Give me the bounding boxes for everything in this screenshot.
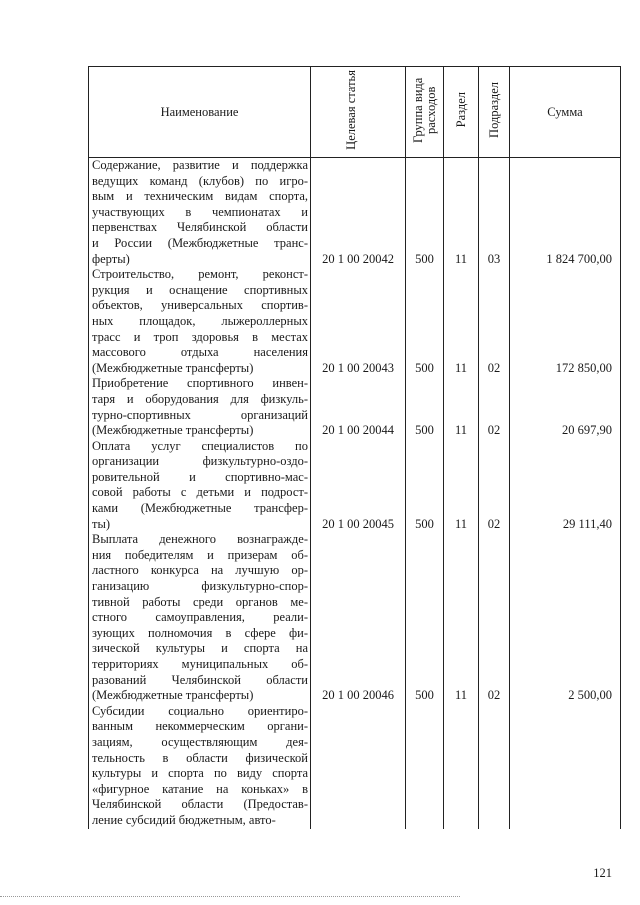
row-target-article: [311, 704, 406, 829]
name-line: тивной работы среди органов ме-: [92, 594, 308, 609]
table-row: [89, 532, 621, 704]
name-line: ферты): [92, 251, 130, 266]
page-number: 121: [593, 866, 612, 880]
name-line: (Межбюджетные трансферты): [92, 423, 254, 438]
row-target-article: 20 1 00 20046: [311, 532, 406, 704]
row-expense-group: [406, 704, 444, 829]
name-line: (Межбюджетные трансферты): [92, 360, 254, 375]
name-line: Субсидии социально ориентиро-: [92, 703, 308, 718]
name-line: Оплата услуг специалистов по: [92, 438, 308, 453]
name-line: совой работы с детьми и подрост-: [92, 485, 308, 500]
name-line: ление субсидий бюджетным, авто-: [92, 812, 276, 827]
name-line: участвующих в чемпионатах и: [92, 204, 308, 219]
name-line: Челябинской области (Предостав-: [92, 797, 308, 812]
name-line: Строительство, ремонт, реконст-: [92, 267, 308, 282]
name-line: ровительной и спортивно-мас-: [92, 469, 308, 484]
row-subsection: 02: [479, 532, 510, 704]
row-name: [89, 376, 311, 438]
row-target-article: 20 1 00 20043: [311, 267, 406, 376]
row-amount: 172 850,00: [510, 267, 621, 376]
row-section: 11: [444, 267, 479, 376]
name-line: организации физкультурно-оздо-: [92, 454, 308, 469]
table-row: [89, 376, 621, 438]
row-section: 11: [444, 376, 479, 438]
name-line: тельность в области физической: [92, 750, 308, 765]
name-line: массового отдыха населения: [92, 345, 308, 360]
header-subsection: Подраздел: [479, 67, 510, 158]
row-subsection: 02: [479, 439, 510, 533]
name-line: Выплата денежного вознагражде-: [92, 532, 308, 547]
table-row: [89, 158, 621, 268]
name-line: ния победителям и призерам об-: [92, 547, 308, 562]
name-line: турно-спортивных организаций: [92, 407, 308, 422]
row-section: [444, 704, 479, 829]
name-line: зующих полномочия в сфере фи-: [92, 625, 308, 640]
row-amount: 29 111,40: [510, 439, 621, 533]
name-line: Содержание, развитие и поддержка: [92, 158, 308, 172]
name-line: ганизацию физкультурно-спор-: [92, 579, 308, 594]
row-subsection: 03: [479, 158, 510, 268]
row-subsection: [479, 704, 510, 829]
table-header-row: [89, 67, 621, 158]
row-name: [89, 267, 311, 376]
name-line: и России (Межбюджетные транс-: [92, 235, 308, 250]
name-line: стного самоуправления, реали-: [92, 610, 308, 625]
name-line: ками (Межбюджетные трансфер-: [92, 501, 308, 516]
name-line: первенствах Челябинской области: [92, 220, 308, 235]
header-expense-group: Группа вида расходов: [406, 67, 444, 158]
table-row: [89, 439, 621, 533]
row-name: [89, 704, 311, 829]
header-amount: Сумма: [510, 67, 621, 158]
row-expense-group: 500: [406, 158, 444, 268]
table-row: [89, 267, 621, 376]
table-row: [89, 704, 621, 829]
name-line: (Межбюджетные трансферты): [92, 688, 254, 703]
name-line: ведущих команд (клубов) по игро-: [92, 173, 308, 188]
name-line: Приобретение спортивного инвен-: [92, 376, 308, 391]
row-expense-group: 500: [406, 532, 444, 704]
name-line: территориях муниципальных об-: [92, 657, 308, 671]
name-line: ванным некоммерческим органи-: [92, 719, 308, 734]
name-line: рукция и оснащение спортивных: [92, 282, 308, 297]
budget-table: [88, 66, 621, 829]
row-subsection: 02: [479, 376, 510, 438]
name-line: ных площадок, лыжероллерных: [92, 313, 308, 328]
name-line: трасс и троп здоровья в местах: [92, 329, 308, 344]
row-amount: 2 500,00: [510, 532, 621, 704]
name-line: таря и оборудования для физкуль-: [92, 391, 308, 406]
row-expense-group: 500: [406, 267, 444, 376]
footer-divider: [0, 896, 460, 897]
name-line: культуры и спорта по виду спорта: [92, 766, 308, 781]
row-target-article: 20 1 00 20044: [311, 376, 406, 438]
row-amount: 1 824 700,00: [510, 158, 621, 268]
row-section: 11: [444, 158, 479, 268]
row-amount: [510, 704, 621, 829]
row-expense-group: 500: [406, 376, 444, 438]
header-name: Наименование: [89, 67, 311, 158]
row-target-article: 20 1 00 20045: [311, 439, 406, 533]
name-line: «фигурное катание на коньках» в: [92, 781, 308, 796]
header-section: Раздел: [444, 67, 479, 158]
name-line: объектов, универсальных спортив-: [92, 298, 308, 313]
row-expense-group: 500: [406, 439, 444, 533]
row-section: 11: [444, 439, 479, 533]
header-target-article: Целевая статья: [311, 67, 406, 158]
row-amount: 20 697,90: [510, 376, 621, 438]
row-name: [89, 439, 311, 533]
name-line: зациям, осуществляющим дея-: [92, 734, 308, 749]
name-line: зической культуры и спорта на: [92, 641, 308, 656]
row-section: 11: [444, 532, 479, 704]
name-line: вым и техническим видам спорта,: [92, 189, 308, 204]
row-name: [89, 158, 311, 268]
row-target-article: 20 1 00 20042: [311, 158, 406, 268]
name-line: ластного конкурса на лучшую ор-: [92, 563, 308, 578]
name-line: разований Челябинской области: [92, 672, 308, 687]
row-subsection: 02: [479, 267, 510, 376]
name-line: ты): [92, 516, 111, 531]
row-name: [89, 532, 311, 704]
